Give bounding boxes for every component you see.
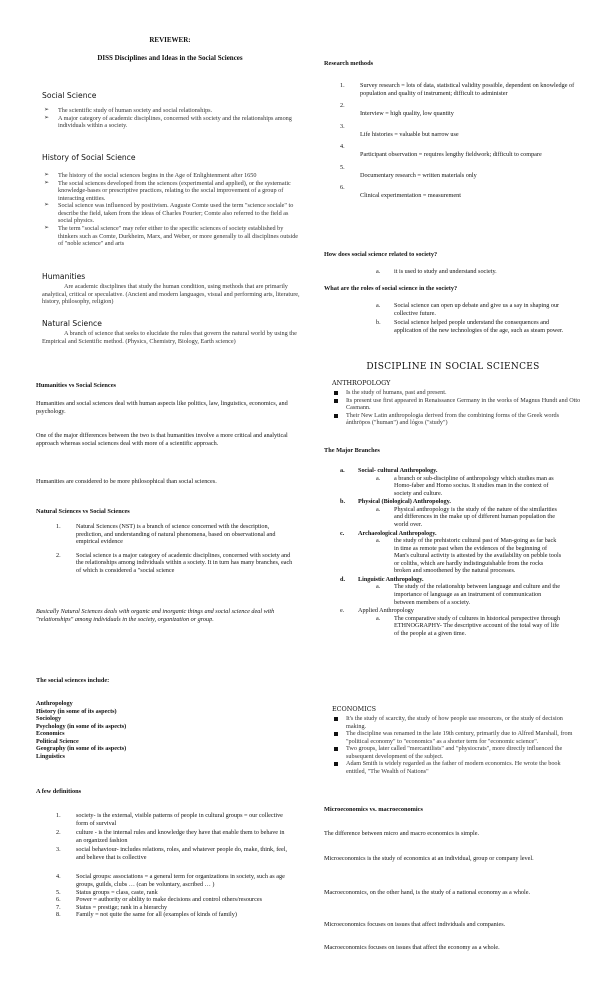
list-item: ➢ The term "social science" may refer either to the specific sciences of society established by thinkers such as Comte, Durkheim, Marx, and Weber, or more generally to all disciplines outside of "noble science" and arts [42,225,304,248]
list-item: Their New Latin anthropologia derived from the combining forms of the Greek words ánthrōpos ("human") and lógos ("study") [324,412,582,427]
list-item [50,889,288,897]
list-item [334,184,576,200]
natural-science-text: A branch of science that seeks to elucidate the rules that govern the natural world by using the Empirical and Scientific method. (Physics, Chemistry, Biology, Earth science) [42,330,297,345]
list-item [50,846,288,861]
branch-title: Physical (Biological) Anthropology. [358,498,451,506]
social-science-heading: Social Science [42,91,97,100]
economics-list [324,715,582,776]
sub-letter: a. [376,614,381,622]
item-text: Interview = high quality, low quantity [360,110,454,118]
list-item: Political Science [36,737,79,745]
list-item: Sociology [36,715,62,723]
include-heading: The social sciences include: [36,677,110,684]
sub-letter: a. [376,537,381,545]
list-item [50,896,288,904]
hum-vs-soc-p1: Humanities and social sciences deal with human aspects like politics, law, linguistics, economics, and psychology. [36,400,288,415]
social-science-list [42,107,304,130]
item-letter: a. [376,302,381,309]
item-text: Status groups = class, caste, rank [76,888,158,896]
sub-letter: a. [376,474,381,482]
definitions-heading: A few definitions [36,788,82,795]
list-item: Economics [36,730,65,738]
research-list [334,82,576,200]
branch-title: Archaeological Anthropology. [358,529,437,537]
list-item [50,523,294,546]
branch-text: The comparative study of cultures in historical perspective through ETHNOGRAPHY- The descriptive account of the total way of life of the people at a given time. [394,614,560,637]
item-text: Social science is a major category of academic disciplines, concerned with society and the relationships among individuals within a society. It in turn has many branches, each of which is considered a "social science [76,551,293,574]
branch-title: Social- cultural Anthropology. [358,467,438,474]
item-number: 7. [56,903,61,911]
item-text: Power = authority or ability to make decisions and control others/resources [76,896,262,904]
related-heading: How does social science related to society? [324,251,438,258]
list-item: The discipline was renamed in the late 19th century, primarily due to Alfred Marshall, from "political economy" to "economics" as a shorter term for "economic science". [324,730,582,745]
branch-letter: d. [340,575,345,583]
item-text: Life histories = valuable but narrow use [360,130,459,138]
item-text: it is used to study and understand society. [394,268,497,275]
branches-heading: The Major Branches [324,447,380,454]
branch-letter: b. [340,498,345,506]
item-number: 1. [56,812,61,819]
list-item: Linguistics [36,752,65,760]
item-letter: b. [376,319,381,327]
list-item: Psychology (in some of its aspects) [36,722,127,730]
branch-title: Linguistic Anthropology. [358,575,424,583]
item-number: 6. [340,184,345,192]
branch-item [324,530,562,575]
include-list [36,700,304,761]
item-text: Status = prestige; rank in a hierarchy [76,903,168,911]
item-letter: a. [376,268,381,275]
list-item [334,164,576,180]
research-heading: Research methods [324,60,374,67]
list-item [50,873,288,888]
nat-vs-soc-heading: Natural Sciences vs Social Sciences [36,508,130,515]
list-item [50,911,288,919]
list-item [334,102,576,118]
hum-vs-soc-p2: One of the major differences between the two is that humanities involve a more critical and analytical approach whereas social sciences deal with more of a scientific approach. [36,432,288,447]
definitions-list [50,812,288,919]
list-item: Two groups, later called "mercantilists" and "physiocrats", more directly influenced the subsequent development of the subject. [324,745,582,760]
branches-list [324,467,562,637]
branch-title: Applied Anthropology [358,607,414,615]
list-item: Is the study of humans, past and present. [324,389,582,397]
branch-item [324,576,562,606]
list-item: ➢ The history of the social sciences begins in the Age of Enlightenment after 1650 [42,172,304,180]
related-item [324,268,582,276]
item-number: 2. [56,829,61,837]
anthropology-label: ANTHROPOLOGY [332,379,391,387]
list-item: It's the study of scarcity, the study of how people use resources, or the study of decision making. [324,715,582,730]
item-text: Family = not quite the same for all (examples of kinds of family) [76,911,237,919]
economics-label: ECONOMICS [332,705,376,713]
item-number: 3. [56,846,61,854]
anthropology-list [324,389,582,427]
discipline-heading: DISCIPLINE IN SOCIAL SCIENCES [366,362,540,372]
item-text: Social groups: associations = a general term for organizations in society, such as age groups, guilds, clubs … (can be voluntary, ascribed … ) [76,873,285,888]
branch-item [324,498,562,528]
branch-text: the study of the prehistoric cultural past of Man-going as far back in time as remote past when the evidences of the beginning of Man's cultural activity is attested by the availability on pebble tools or coliths, which are hardly indistinguishable from the rocks broken and smoothened by the natural processes. [394,537,562,575]
item-text: Social science can open up debate and give us a say in shaping our collective future. [394,302,560,317]
list-item: ➢ Social science was influenced by positivism. Auguste Comte used the term "science sociale" to describe the field, taken from the ideas of Charles Fourier; Comte also referred to the field as social physics. [42,202,304,225]
list-item: ➢ A major category of academic disciplines, concerned with society and the relationships among individuals within a society. [42,115,304,130]
reviewer-label: REVIEWER: [149,36,191,44]
item-number: 2. [340,102,345,110]
list-item: ➢ The scientific study of human society and social relationships. [42,107,304,115]
micro-macro-p1: The difference between micro and macro economics is simple. [324,830,480,837]
list-item: Adam Smith is widely regarded as the father of modern economics. He wrote the book entitled, "The Wealth of Nations" [324,760,582,775]
document-subtitle: DISS Disciplines and Ideas in the Social Sciences [97,54,243,62]
sub-letter: a. [376,583,381,591]
list-item: Anthropology [36,700,73,707]
item-number: 5. [340,163,345,171]
item-text: Participant observation = requires lengthy fieldwork; difficult to compare [360,151,542,159]
list-item [50,829,288,844]
humanities-heading: Humanities [42,272,86,281]
list-item: Its present use first appeared in Renaissance Germany in the works of Magnus Hundt and Otto Casmann. [324,397,582,412]
branch-text: The study of the relationship between language and culture and the importance of language as an instrument of communication between members of a society. [394,583,560,606]
branch-item [324,607,562,637]
micro-macro-p2: Microeconomics is the study of economics at an individual, group or company level. [324,855,534,862]
item-text: Documentary research = written materials only [360,171,477,179]
branch-letter: c. [340,529,345,537]
micro-macro-heading: Microeconomics vs. macroeconomics [324,806,423,813]
micro-macro-p3: Macroeconomics, on the other hand, is the study of a national economy as a whole. [324,889,531,896]
item-text: social behaviour- includes relations, roles, and whatever people do, make, think, feel, and believe that is collective [76,846,288,861]
item-number: 5. [56,888,61,896]
branch-letter: e. [340,607,345,615]
item-number: 8. [56,911,61,919]
list-item [334,82,576,97]
item-number: 1. [56,523,61,530]
item-text: Natural Sciences (NST) is a branch of science concerned with the description, prediction, and understanding of natural phenomena, based on observational and empirical evidence [76,523,276,546]
history-heading: History of Social Science [42,153,136,162]
list-item [334,143,576,159]
item-text: Survey research = lots of data, statistical validity possible, dependent on knowledge of population and quality of instrument; difficult to administer [360,82,575,97]
nat-vs-soc-list [50,523,294,574]
list-item [334,123,576,139]
item-text: Clinical experimentation = measurement [360,192,461,200]
item-number: 6. [56,896,61,904]
humanities-text: Are academic disciplines that study the human condition, using methods that are primarily analytical, critical or speculative. (Ancient and modern languages, visual and performing arts, literature, history, philosophy, religion) [42,283,300,306]
micro-macro-p5: Macroeconomics focuses on issues that affect the economy as a whole. [324,944,500,951]
branch-text: a branch or sub-discipline of anthropology which studies man as Homo-faber and Homo socius. It studies man in the context of society and culture. [394,474,554,497]
list-item [50,552,294,575]
item-text: culture - is the internal rules and knowledge they have that enable them to behave in an organized fashion [76,829,285,844]
roles-list [324,302,568,334]
natural-science-heading: Natural Science [42,319,102,328]
roles-heading: What are the roles of social science in the society? [324,285,458,292]
hum-vs-soc-p3: Humanities are considered to be more philosophical than social sciences. [36,478,217,485]
branch-item [324,467,562,497]
item-number: 3. [340,122,345,130]
item-text: society- is the external, visible patterns of people in cultural groups = our collective form of survival [76,812,283,827]
hum-vs-soc-heading: Humanities vs Social Sciences [36,382,116,389]
history-list [42,172,304,248]
nat-vs-soc-note: Basically Natural Sciences deals with organic and inorganic things and social science deal with "relationships" among individuals in the society, organization or group. [36,608,275,623]
list-item: History (in some of its aspects) [36,707,117,715]
branch-text: Physical anthropology is the study of the nature of the similarities and differences in the make up of different human population the world over. [394,505,557,528]
item-number: 2. [56,551,61,559]
item-number: 4. [340,143,345,151]
item-text: Social science helped people understand the consequences and application of the new technologies of the age, such as steam power. [394,319,564,334]
branch-letter: a. [340,467,345,474]
list-item [50,812,288,827]
item-number: 1. [340,82,345,89]
micro-macro-p4: Microeconomics focuses on issues that affect individuals and companies. [324,921,506,928]
list-item [50,904,288,912]
list-item: ➢ The social sciences developed from the sciences (experimental and applied), or the systematic knowledge-bases or prescriptive practices, relating to the social improvement of a group of interacting entities. [42,180,304,203]
list-item: Geography (in some of its aspects) [36,745,127,753]
sub-letter: a. [376,505,381,513]
item-number: 4. [56,873,61,881]
